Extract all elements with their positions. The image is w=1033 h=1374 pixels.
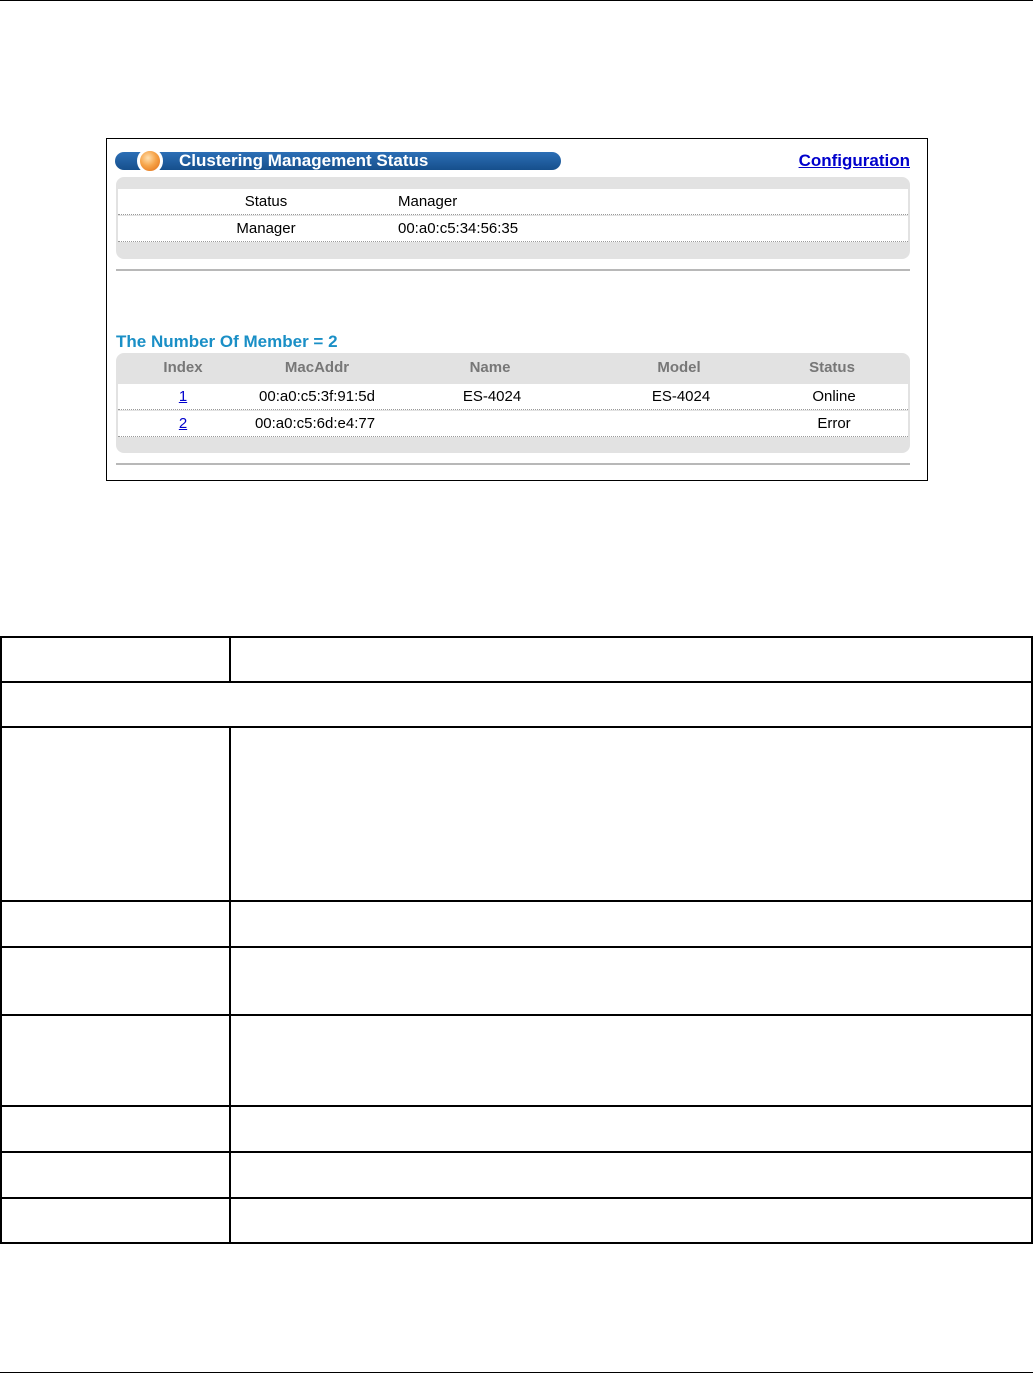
table-row (118, 384, 908, 410)
table-border (0, 946, 1033, 948)
table-border (229, 726, 231, 1244)
manager-label: Manager (236, 220, 296, 237)
member-index-link[interactable]: 1 (178, 388, 188, 405)
orb-icon (137, 148, 163, 174)
table-border (229, 636, 231, 682)
description-table (0, 636, 1033, 1244)
configuration-link[interactable]: Configuration (798, 151, 910, 170)
member-status: Online (812, 388, 856, 405)
divider (116, 269, 910, 271)
member-mac: 00:a0:c5:3f:91:5d (259, 388, 375, 405)
table-border (0, 681, 1033, 683)
header-model: Model (657, 359, 701, 376)
header-name: Name (469, 359, 511, 376)
table-border (0, 726, 1033, 728)
status-value: Manager (398, 193, 458, 210)
page-top-rule (0, 0, 1033, 1)
clustering-status-screenshot (106, 138, 928, 481)
status-label: Status (244, 193, 288, 210)
table-border (0, 1105, 1033, 1107)
table-border (0, 1197, 1033, 1199)
member-count: The Number Of Member = 2 (116, 332, 338, 351)
page-title: Clustering Management Status (179, 151, 429, 170)
member-mac: 00:a0:c5:6d:e4:77 (254, 415, 376, 432)
page-bottom-rule (0, 1372, 1033, 1373)
divider (116, 463, 910, 465)
header-status: Status (809, 359, 855, 376)
member-status: Error (817, 415, 851, 432)
header-index: Index (163, 359, 203, 376)
member-name: ES-4024 (462, 388, 522, 405)
manager-row (118, 216, 908, 242)
table-border (0, 1014, 1033, 1016)
table-border (0, 1151, 1033, 1153)
manager-value: 00:a0:c5:34:56:35 (398, 220, 519, 237)
table-border (0, 636, 1033, 638)
table-border (0, 636, 2, 1244)
table-border (0, 1242, 1033, 1244)
member-model: ES-4024 (651, 388, 711, 405)
header-macaddr: MacAddr (284, 359, 350, 376)
title-bar (115, 152, 561, 170)
status-panel (116, 177, 910, 259)
table-border (0, 900, 1033, 902)
table-row (118, 411, 908, 437)
status-row (118, 189, 908, 215)
member-index-link[interactable]: 2 (178, 415, 188, 432)
